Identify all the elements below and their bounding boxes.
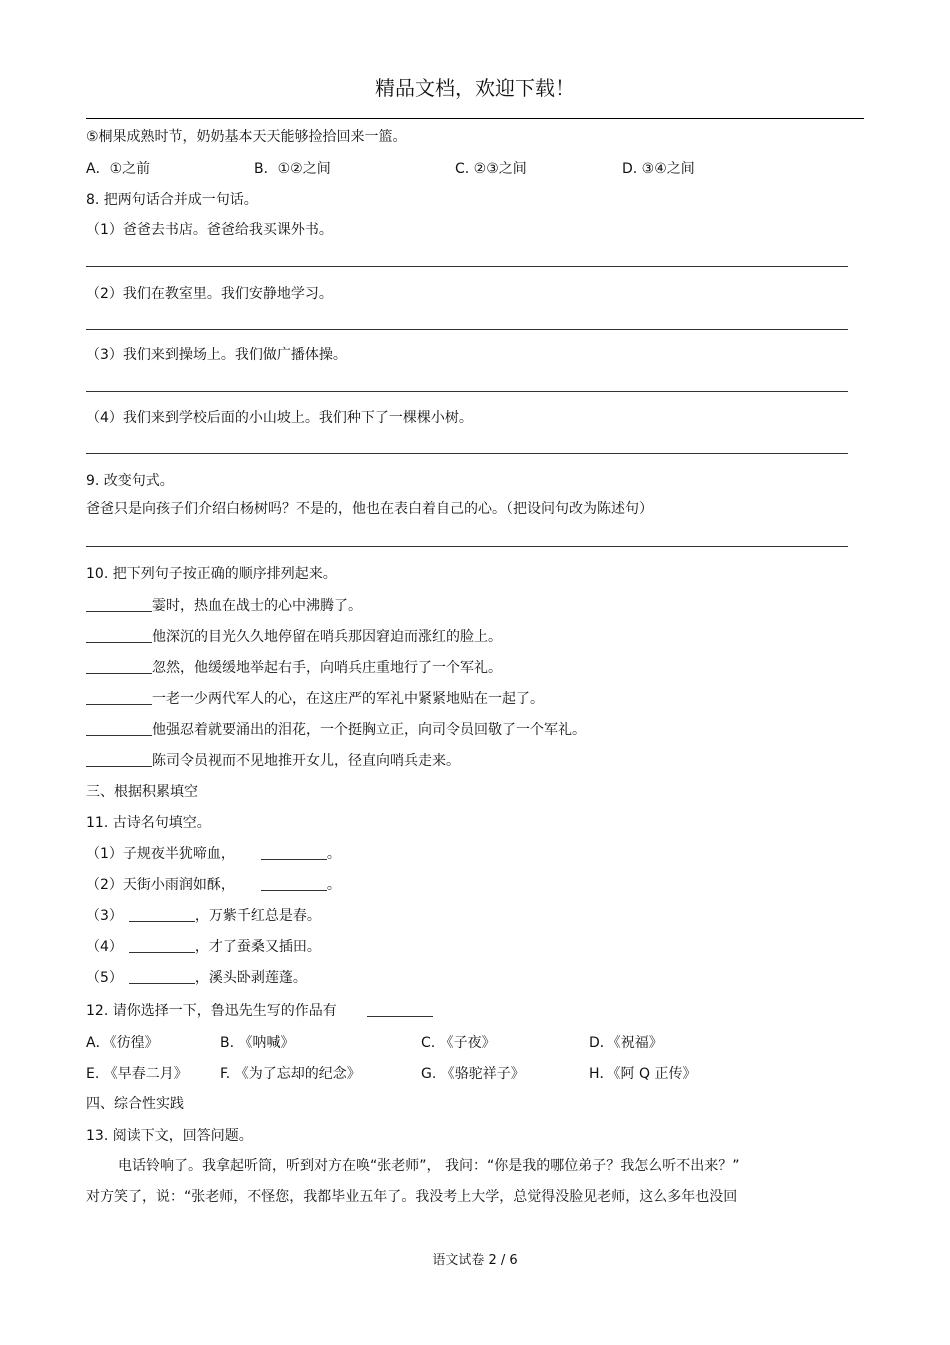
q12-option-f: F. 《为了忘却的纪念》 [220, 1066, 361, 1082]
q10-item: 陈司令员视而不见地推开女儿，径直向哨兵走来。 [86, 750, 460, 770]
q7-option-d: D. ③④之间 [622, 161, 695, 177]
q7-option-b: B．①②之间 [254, 161, 331, 177]
q7-sentence-5: ⑤桐果成熟时节，奶奶基本天天能够捡拾回来一篮。 [86, 129, 407, 145]
fill-blank [129, 969, 195, 984]
q8-answer-line-3 [86, 391, 848, 392]
fill-blank [261, 876, 327, 891]
order-blank [86, 597, 152, 612]
q13-passage-line-1: 电话铃响了。我拿起听筒，听到对方在唤“张老师”， 我问：“你是我的哪位弟子？我怎么听不出来？” [118, 1158, 740, 1174]
section-4-title: 四、综合性实践 [86, 1096, 184, 1112]
section-3-title: 三、根据积累填空 [86, 784, 198, 800]
q8-item-2: （2）我们在教室里。我们安静地学习。 [86, 286, 333, 302]
q13-passage-line-2: 对方笑了，说：“张老师，不怪您，我都毕业五年了。我没考上大学，总觉得没脸见老师，这么多年也没回 [86, 1189, 738, 1205]
q10-item: 他强忍着就要涌出的泪花，一个挺胸立正，向司令员回敬了一个军礼。 [86, 719, 586, 739]
q7-option-c: C. ②③之间 [455, 161, 527, 177]
q10-title: 10. 把下列句子按正确的顺序排列起来。 [86, 566, 337, 582]
q11-item: （5） ，溪头卧剥莲蓬。 [86, 970, 307, 986]
q12-option-g: G. 《骆驼祥子》 [421, 1066, 525, 1082]
page-footer: 语文试卷 2 / 6 [432, 1253, 518, 1268]
q12-option-d: D．《祝福》 [589, 1035, 663, 1051]
q10-item: 他深沉的目光久久地停留在哨兵那因窘迫而涨红的脸上。 [86, 626, 502, 646]
q12-title: 12. 请你选择一下，鲁迅先生写的作品有 [86, 1000, 433, 1020]
q8-answer-line-4 [86, 453, 848, 454]
q13-title: 13. 阅读下文，回答问题。 [86, 1128, 253, 1144]
order-blank [86, 659, 152, 674]
q10-item: 忽然，他缓缓地举起右手，向哨兵庄重地行了一个军礼。 [86, 657, 502, 677]
order-blank [86, 690, 152, 705]
q9-title: 9. 改变句式。 [86, 473, 174, 489]
order-blank [86, 752, 152, 767]
q11-item: （3） ，万紫千红总是春。 [86, 908, 321, 924]
fill-blank [129, 907, 195, 922]
q11-item: （1）子规夜半犹啼血， 。 [86, 846, 341, 862]
q11-item: （4） ，才了蚕桑又插田。 [86, 939, 321, 955]
q8-item-4: （4）我们来到学校后面的小山坡上。我们种下了一棵棵小树。 [86, 410, 473, 426]
order-blank [86, 721, 152, 736]
q8-item-3: （3）我们来到操场上。我们做广播体操。 [86, 347, 347, 363]
q12-option-h: H．《阿 Q 正传》 [589, 1066, 697, 1082]
fill-blank [129, 938, 195, 953]
q12-option-b: B. 《呐喊》 [220, 1035, 295, 1051]
q10-item: 一老一少两代军人的心，在这庄严的军礼中紧紧地贴在一起了。 [86, 688, 544, 708]
fill-blank [367, 1002, 433, 1017]
q8-answer-line-1 [86, 266, 848, 267]
fill-blank [261, 845, 327, 860]
q11-title: 11. 古诗名句填空。 [86, 815, 211, 831]
q8-answer-line-2 [86, 329, 848, 330]
q8-item-1: （1）爸爸去书店。爸爸给我买课外书。 [86, 222, 333, 238]
q12-option-c: C. 《子夜》 [421, 1035, 496, 1051]
order-blank [86, 628, 152, 643]
q9-text: 爸爸只是向孩子们介绍白杨树吗？不是的，他也在表白着自己的心。（把设问句改为陈述句） [86, 501, 653, 517]
header-divider [86, 118, 864, 119]
q11-item: （2）天街小雨润如酥， 。 [86, 877, 341, 893]
q10-item: 霎时，热血在战士的心中沸腾了。 [86, 595, 362, 615]
page-header-title: 精品文档，欢迎下载！ [375, 76, 575, 100]
q8-title: 8. 把两句话合并成一句话。 [86, 192, 258, 208]
q12-option-a: A．《彷徨》 [86, 1035, 159, 1051]
q7-option-a: A．①之前 [86, 161, 151, 177]
q12-option-e: E. 《早春二月》 [86, 1066, 188, 1082]
q9-answer-line [86, 546, 848, 547]
